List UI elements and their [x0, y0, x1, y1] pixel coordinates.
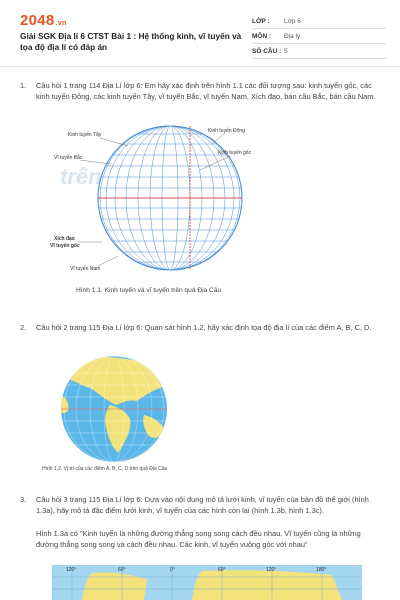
meta-label: SỐ CÂU : [252, 47, 282, 55]
label-xich-dao: Xích đạo [54, 236, 75, 242]
label-kinh-tuyen-dong: Kinh tuyến Đông [208, 128, 245, 134]
label-vi-tuyen-bac: Vĩ tuyến Bắc [54, 155, 83, 161]
question-note-text: Hình 1.3a có "Kinh tuyến là những đường thẳng song song cách đều nhau. Vĩ tuyến cũng là những đường thẳng song song và cách đều nhau. Các kinh, vĩ tuyến vuông góc với nhau" [36, 529, 361, 549]
header-divider [0, 66, 400, 67]
meta-value: Địa lý [284, 32, 301, 40]
question-number: 3. [20, 495, 27, 504]
figure-world-map [52, 565, 362, 600]
watermark-text: trên [60, 164, 102, 189]
label-kinh-tuyen-goc: Kinh tuyến gốc [218, 150, 252, 156]
site-logo[interactable]: 2048.vn [20, 12, 67, 29]
question-text: Câu hỏi 2 trang 115 Địa Lí lớp 6: Quan sát hình 1.2, hãy xác định tọa độ địa lí của các điểm A, B, C, D. [36, 323, 372, 332]
question-3-note [20, 528, 382, 550]
document-title: Giải SGK Địa lí 6 CTST Bài 1 : Hệ thống kinh, vĩ tuyến và tọa độ địa lí có đáp án [20, 31, 242, 52]
question-1 [20, 80, 382, 102]
label-vi-tuyen-nam: Vĩ tuyến Nam [70, 266, 101, 272]
map-tick-label: 60° [218, 567, 226, 573]
question-text: Câu hỏi 1 trang 114 Địa Lí lớp 6: Em hãy xác định trên hình 1.1 các đối tượng sau: kinh tuyến gốc, các kinh tuyến Đông, các kinh tuyến Tây, vĩ tuyến Bắc, vĩ tuyến Nam, Xích đạo, bán cầu Bắc, bán cầu Nam. [36, 81, 376, 101]
map-tick-label: 0° [170, 567, 175, 573]
question-2 [20, 322, 382, 333]
document-meta [252, 14, 386, 59]
meta-row-subject [252, 29, 386, 44]
meta-value: 5 [284, 47, 288, 55]
map-tick-label: 120° [66, 567, 77, 573]
question-3 [20, 494, 382, 516]
meta-label: MÔN : [252, 32, 272, 40]
label-vi-tuyen-goc: Vĩ tuyến gốc [50, 243, 80, 249]
figure-2-caption: Hình 1.2. Vị trí của các điểm A, B, C, D trên quả Địa Cầu [42, 466, 168, 472]
figure-globe-points [52, 355, 182, 463]
meta-value: Lớp 6 [284, 17, 301, 25]
page-header [0, 0, 400, 62]
figure-globe-grid [40, 120, 270, 280]
map-tick-label: 120° [266, 567, 277, 573]
meta-label: LỚP : [252, 17, 270, 25]
question-number: 2. [20, 323, 27, 332]
label-kinh-tuyen-tay: Kinh tuyến Tây [68, 132, 102, 138]
map-land [192, 570, 342, 600]
question-number: 1. [20, 81, 27, 90]
map-tick-label: 180° [316, 567, 327, 573]
figure-1-caption: Hình 1.1. Kinh tuyến và vĩ tuyến trên quả Địa Cầu [76, 287, 222, 294]
meta-row-count [252, 44, 386, 59]
question-text: Câu hỏi 3 trang 115 Địa Lí lớp 6: Dựa vào nội dung mô tả lưới kinh, vĩ tuyến của bản đồ thế giới (hình 1.3a), hãy mô tả đặc điểm lưới kinh, vĩ tuyến của các hình còn lại (hình 1.3b, hình 1.3c). [36, 495, 369, 515]
meta-row-class [252, 14, 386, 29]
map-tick-label: 60° [118, 567, 126, 573]
